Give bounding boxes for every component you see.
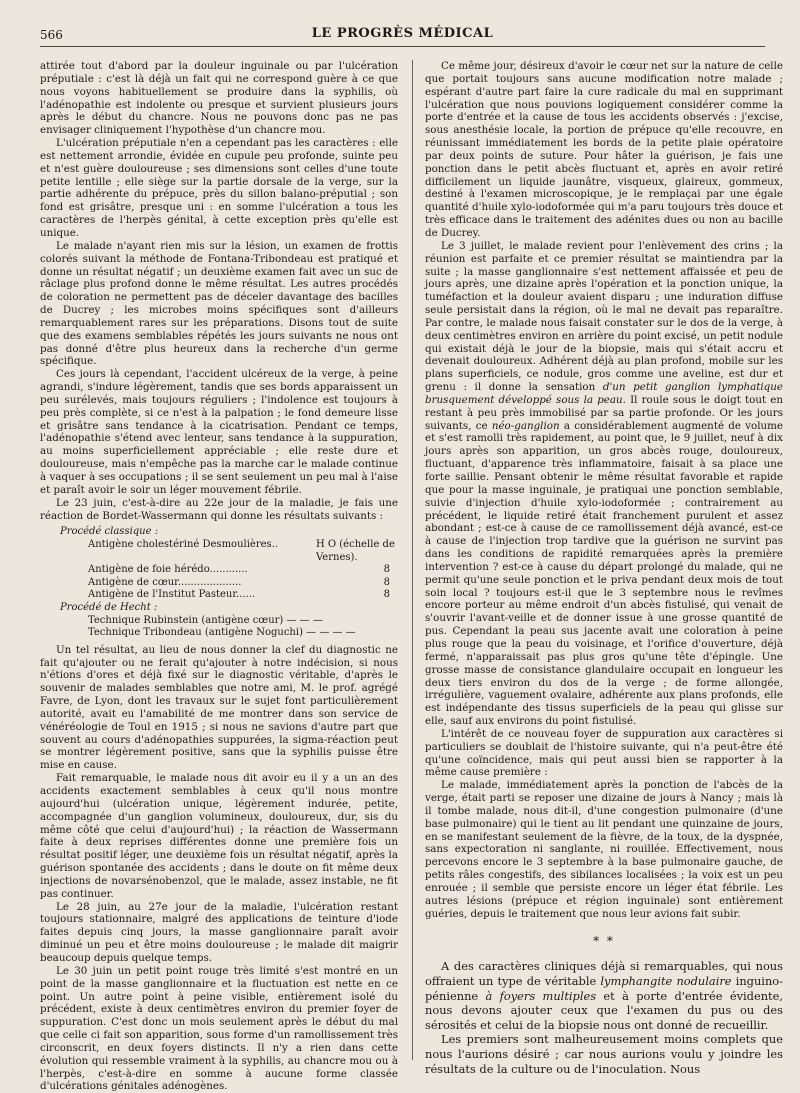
antigen-value: 8 [383, 589, 390, 601]
antigen-name: Antigène de l'Institut Pasteur...... [88, 589, 256, 601]
paragraph: L'intérêt de ce nouveau foyer de suppuration aux caractères si particuliers se doublait de l'histoire suivante, qui n'a peut-être été qu'une coïncidence, mais qui peut aussi bien se rapporter à la même cause première : [425, 727, 783, 779]
hecht-row: Technique Tribondeau (antigène Noguchi) — — — — [88, 627, 356, 639]
journal-title: LE PROGRÈS MÉDICAL [311, 26, 494, 41]
text-run: Il roule sous le doigt tout en restant à peu près immobilisé par sa partie profonde. Or les jours suivants, ce [425, 393, 784, 432]
text-run: Le 3 juillet, le malade revient pour l'enlèvement des crins ; la réunion est parfaite et ce premier résultat se maintiendra par la suite ; la masse ganglionnaire s'est nettement affaissée et peu de jours après, une dizaine après l'opération et la ponction unique, la tuméfaction et la douleur avaient disparu ; une induration diffuse seule persistait dans la région, où le mal ne devait pas reparaître. Par contre, le malade nous faisait constater sur le dos de la verge, à deux centimètres environ en arrière du point excisé, un petit nodule qui existait déjà le jour de la biopsie, mais qui s'était accru et devenait douloureux. Adhérent déjà au plan profond, mobile sur les plans superficiels, ce nodule, gros comme une aveline, est dur et grenu : il donne la sensation [425, 239, 783, 394]
antigen-value: 8 [383, 576, 390, 588]
paragraph: Les premiers sont malheureusement moins complets que nous l'aurions désiré ; car nous aurions voulu y joindre les résultats de la culture ou de l'inoculation. Nous [425, 1032, 783, 1076]
procede-classique-title: Procédé classique : [60, 526, 159, 538]
paragraph [425, 240, 783, 728]
result-row [88, 564, 398, 577]
column-divider [412, 60, 413, 1060]
wassermann-results [40, 526, 398, 639]
paragraph [425, 959, 783, 1032]
text-run: a considérablement augmenté de volume et s'est ramolli très rapidement, au point que, le 9 juillet, neuf à dix jours après son apparition, un gros abcès rouge, douloureux, fluctuant, d'apparence très inflammatoire, faisait à sa place une forte saillie. Pensant obtenir le même résultat favorable et rapide que pour la masse inguinale, je pratiquai une ponction semblable, suivie d'injection d'huile xylo-iodoformée ; contrairement au précédent, le liquide retiré était franchement purulent et assez abondant ; est-ce à cause de ce ramollissement déjà avancé, est-ce à cause de l'injection trop tardive que la guérison ne survint pas dans les conditions de rapidité remarquées après la première intervention ? est-ce à cause du départ prolongé du malade, qui ne permit qu'une seule ponction et le priva pendant deux mois de tout soin local ? toujours est-il que le 3 septembre nous le revîmes encore porteur au même endroit d'un abcès fistulisé, qui venait de s'ouvrir l'avant-veille et de donner issue à une grosse quantité de pus. Cependant la peau sus jacente avait une coloration à peine plus rouge que la peau du voisinage, et l'orifice d'ouverture, déjà fermé, n'apparaissait pas plus gros qu'une tête d'épingle. Une grosse masse de consistance glandulaire occupait en longueur les deux tiers environ du dos de la verge ; de forme allongée, irrégulière, vaguement ovalaire, adhérente aux plans profonds, elle est indépendante des tissus superficiels de la peau qui glisse sur elle, sauf aux environs du point fistulisé. [425, 419, 783, 728]
result-row [88, 539, 398, 564]
page-number: 566 [40, 28, 63, 42]
paragraph: Le malade n'ayant rien mis sur la lésion, un examen de frottis colorés suivant la méthode de Fontana-Tribondeau est pratiqué et donne un résultat négatif ; un deuxième examen fait avec un suc de râclage plus profond donne le même résultat. Les autres procédés de coloration ne permettent pas de déceler davantage des bacilles de Ducrey ; les microbes moins spécifiques sont d'ailleurs remarquablement rares sur les préparations. Disons tout de suite que des examens semblables répétés les jours suivants ne nous ont pas donné d'être plus heureux dans la recherche d'un germe spécifique. [40, 239, 398, 368]
italic-text: néo-ganglion [491, 419, 560, 432]
result-row [88, 589, 398, 602]
paragraph: Ce même jour, désireux d'avoir le cœur net sur la nature de celle que portait toujours sans aucune modification notre malade ; espérant d'autre part faire la cure radicale du mal en supprimant l'ulcération que nous pouvions logiquement considérer comme la porte d'entrée et la cause de tous les accidents observés : j'excise, sous anesthésie locale, la portion de prépuce qu'elle recouvre, en réunissant immédiatement les bords de la petite plaie opératoire par deux points de suture. Pour hâter la guérison, je fais une ponction dans le petit abcès fluctuant et, après en avoir retiré difficilement un liquide jaunâtre, visqueux, glaireux, gommeux, destiné à l'examen microscopique, je le remplaçai par une égale quantité d'huile xylo-iodoformée qui m'a paru toujours très douce et très efficace dans le traitement des adénites dues ou non au bacille de Ducrey. [425, 60, 783, 239]
text-run: A des caractères cliniques déjà si remarquables, qui nous offraient un type de véritable [425, 959, 783, 988]
paragraph: attirée tout d'abord par la douleur inguinale ou par l'ulcération préputiale : c'est là déjà un fait qui ne correspond guère à ce que nous voyons habituellement se produire dans la syphilis, où l'adénopathie est indolente ou presque et survient plusieurs jours après le début du chancre. Nous ne pouvons donc pas ne pas envisager cliniquement l'hypothèse d'un chancre mou. [40, 60, 398, 137]
paragraph: Le 30 juin un petit point rouge très limité s'est montré en un point de la masse ganglionnaire et la fluctuation est nette en ce point. Un autre point à peine visible, entièrement isolé du précédent, existe à deux centimètres environ du premier foyer de suppuration. C'est donc un mois seulement après le début du mal que celle ci fait son apparition, sous forme d'un ramollissement très circonscrit, en deux foyers distincts. Il n'y a rien dans cette évolution qui ressemble vraiment à la syphilis, au chancre mou ou à l'herpès, c'est-à-dire en somme à aucune forme classée d'ulcérations génitales adénogènes. [40, 964, 398, 1093]
italic-text: lymphangite nodulaire [600, 973, 732, 988]
paragraph: L'ulcération préputiale n'en a cependant pas les caractères : elle est nettement arrondie, évidée en cupule peu profonde, suinte peu et n'est guère douloureuse ; ses dimensions sont celles d'une toute petite lentille ; elle siège sur la partie dorsale de la verge, sur la partie adhérente du prépuce, près du sillon balano-préputial ; son fond est grisâtre, presque uni : en somme l'ulcération a tous les caractères de l'herpès génital, à cette exception près qu'elle est unique. [40, 137, 398, 239]
paragraph: Ces jours là cependant, l'accident ulcéreux de la verge, à peine agrandi, s'indure légèrement, tandis que ses bords apparaissent un peu surélevés, mais toujours réguliers ; l'indolence est toujours à peu près complète, si ce n'est à la palpation ; le fond demeure lisse et grisâtre sans tendance à la cicatrisation. Pendant ce temps, l'adénopathie s'étend avec lenteur, sans tendance à la suppuration, au moins superficiellement appréciable ; elle reste dure et douloureuse, mais n'empêche pas la marche car le malade continue à vaquer à ses occupations ; il se sent seulement un peu mal à l'aise et paraît avoir le soir un léger mouvement fébrile. [40, 368, 398, 496]
left-column [40, 60, 398, 1093]
paragraph: Le malade, immédiatement après la ponction de l'abcès de la verge, était parti se reposer une dizaine de jours à Nancy ; mais là il tombe malade, nous dit-il, d'une congestion pulmonaire (d'une base pulmonaire) qui le tient au lit pendant une quinzaine de jours, en se manifestant seulement de la fièvre, de la toux, de la dyspnée, sans expectoration ni sanglante, ni rouillée. Effectivement, nous percevons encore le 3 septembre à la base pulmonaire gauche, de petits râles congestifs, des sibilances localisées ; la voix est un peu enrouée ; il semble que persiste encore un léger état fébrile. Les autres lésions (prépuce et région inguinale) sont entièrement guéries, depuis le traitement que nous leur avions fait subir. [425, 779, 783, 920]
page-header [40, 22, 765, 47]
result-row [88, 577, 398, 590]
antigen-name: Antigène de foie hérédo............ [88, 564, 248, 576]
section-separator: * * [593, 933, 615, 948]
procede-hecht-title: Procédé de Hecht : [60, 601, 158, 613]
text-run: et à porte d'entrée évidente, nous devons ajouter ceux que l'examen du pus ou des sérosités et celui de la biopsie nous ont donné de recueillir. [425, 988, 783, 1032]
hecht-row: Technique Rubinstein (antigène cœur) — — — [88, 614, 323, 626]
antigen-value: H O (échelle de Vernes). [316, 538, 395, 563]
antigen-name: Antigène de cœur.................... [88, 576, 242, 588]
italic-text: d'un petit ganglion lymphatique brusquement développé sous la peau. [425, 381, 783, 406]
text-run: inguino-pénienne [425, 973, 783, 1003]
paragraph: Le 28 juin, au 27e jour de la maladie, l'ulcération restant toujours stationnaire, malgré des applications de teinture d'iode faites depuis cinq jours, la masse ganglionnaire paraît avoir diminué un peu et être moins douloureuse ; le malade dit maigrir beaucoup depuis quelque temps. [40, 900, 398, 964]
antigen-value: 8 [383, 564, 390, 576]
antigen-name: Antigène cholestériné Desmoulières.. [88, 538, 279, 550]
paragraph: Le 23 juin, c'est-à-dire au 22e jour de la maladie, je fais une réaction de Bordet-Wassermann qui donne les résultats suivants : [40, 496, 398, 522]
paragraph: Un tel résultat, au lieu de nous donner la clef du diagnostic ne fait qu'ajouter ou ne ferait qu'ajouter à notre indécision, si nous n'étions d'ores et déjà fixé sur le diagnostic véritable, d'après le souvenir de malades semblables que notre ami, M. le prof. agrégé Favre, de Lyon, dont les travaux sur le sujet font particulièrement autorité, avait eu l'amabilité de me montrer dans son service de vénéréologie de Toul en 1915 ; si nous ne savions d'autre part que souvent au cours d'adénopathies suppurées, la sigma-réaction peut se montrer légèrement positive, sans que la syphilis puisse être mise en cause. [40, 643, 398, 772]
paragraph: Fait remarquable, le malade nous dit avoir eu il y a un an des accidents exactement semblables à ceux qu'il nous montre aujourd'hui (ulcération unique, légèrement indurée, petite, accompagnée d'un ganglion volumineux, douloureux, dur, sis du même côté que celui d'aujourd'hui) ; la réaction de Wassermann faite à deux reprises différentes donne une première fois un résultat positif léger, une deuxième fois un résultat négatif, après la guérison spontanée des accidents ; dans le doute on fit même deux injections de novarsénobenzol, que le malade, assez instable, ne fit pas continuer. [40, 772, 398, 900]
right-column [425, 60, 784, 1076]
italic-text: à foyers multiples [485, 988, 597, 1003]
